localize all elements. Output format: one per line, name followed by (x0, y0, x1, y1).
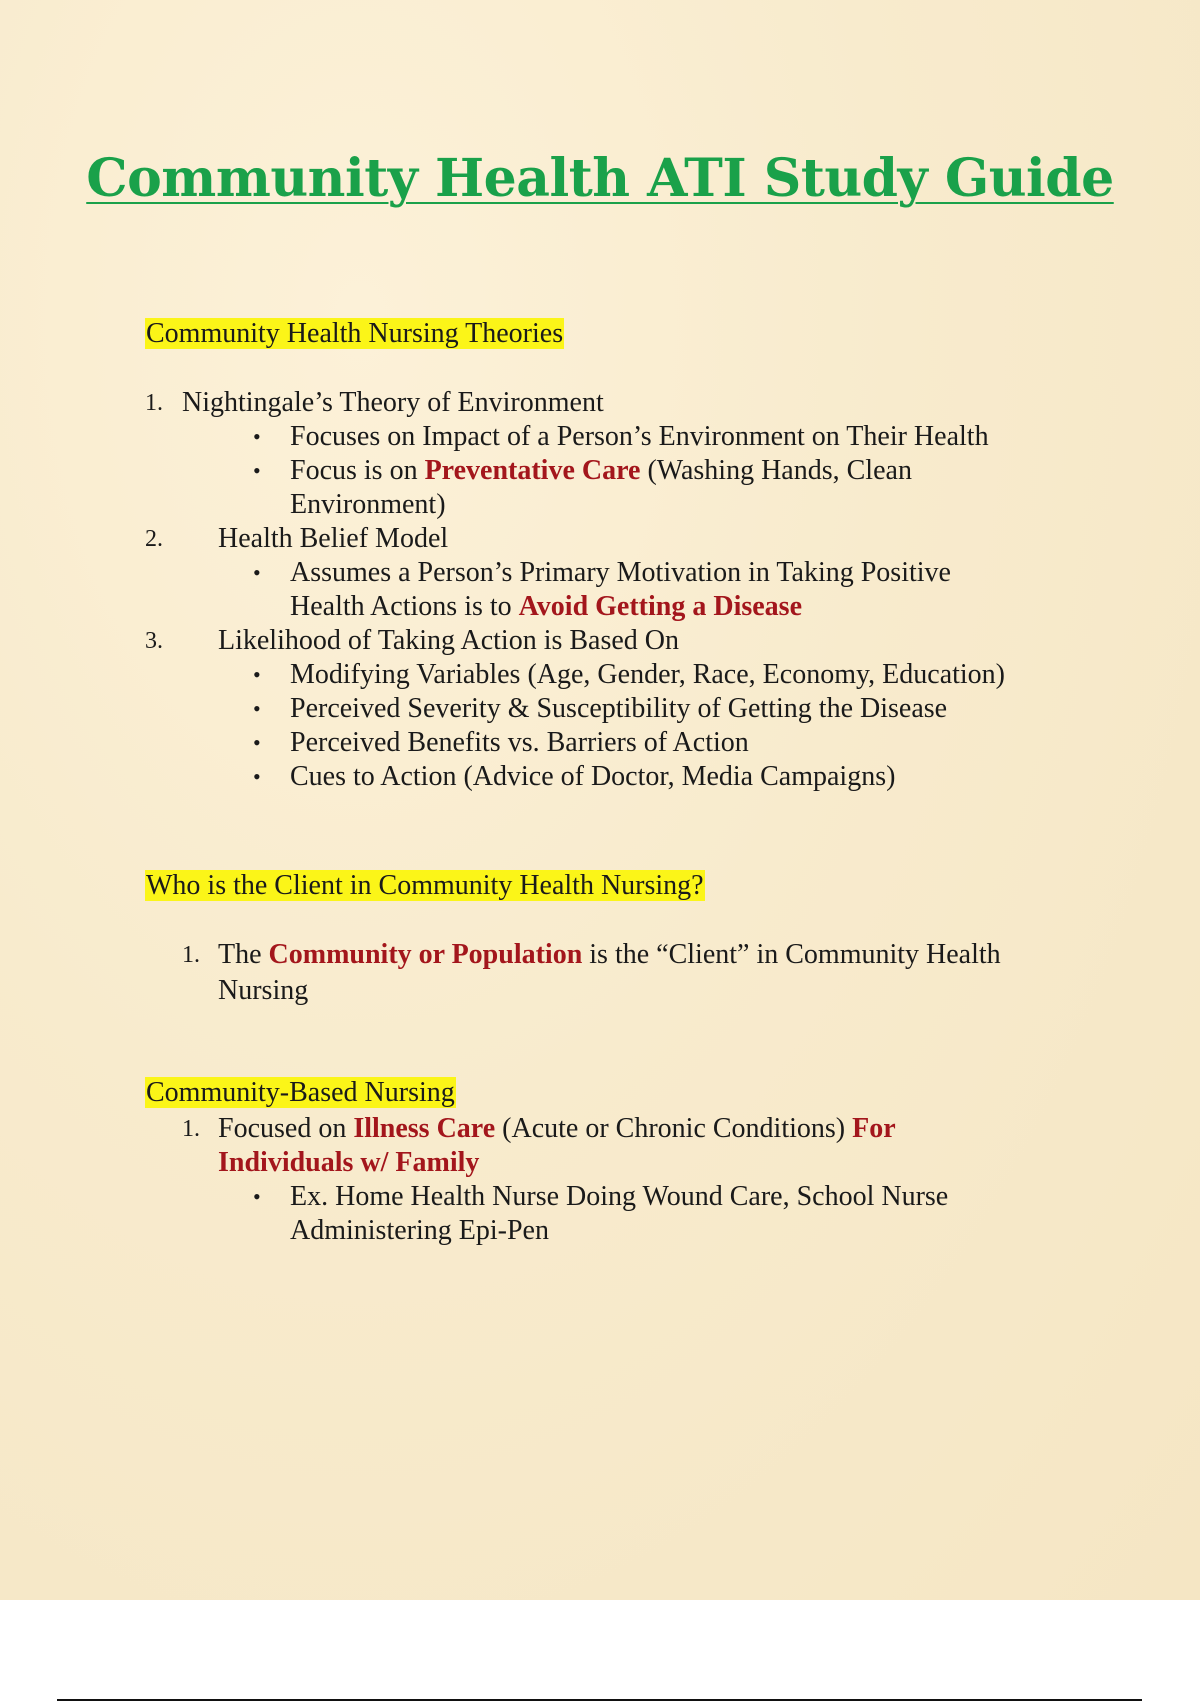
bullet-icon: • (253, 730, 261, 755)
bullet-icon: • (253, 560, 261, 585)
bullet-item: Perceived Benefits vs. Barriers of Action (290, 727, 749, 758)
list-marker: 3. (145, 628, 163, 654)
bullet-icon: • (253, 696, 261, 721)
section-heading-theories: Community Health Nursing Theories (146, 318, 564, 349)
bullet-item: Ex. Home Health Nurse Doing Wound Care, School Nurse (290, 1181, 949, 1212)
list-item: Nightingale’s Theory of Environment (182, 387, 604, 418)
emphasis-text: Avoid Getting a Disease (518, 591, 803, 622)
bullet-icon: • (253, 458, 261, 483)
bullet-icon: • (253, 662, 261, 687)
bullet-continuation: Environment) (290, 489, 446, 520)
bullet-icon: • (253, 1184, 261, 1209)
emphasis-text: Preventative Care (424, 455, 641, 486)
bullet-icon: • (253, 764, 261, 789)
list-marker: 1. (182, 1116, 200, 1142)
bullet-item: Focuses on Impact of a Person’s Environment on Their Health (290, 421, 989, 452)
bullet-item: Perceived Severity & Susceptibility of Getting the Disease (290, 693, 948, 724)
section-heading-client: Who is the Client in Community Health Nursing? (146, 870, 704, 901)
list-item: The Community or Population is the “Client” in Community Health (218, 939, 1001, 970)
list-item: Focused on Illness Care (Acute or Chronic Conditions) For (218, 1113, 896, 1144)
list-item: Likelihood of Taking Action is Based On (218, 625, 680, 656)
list-marker: 1. (145, 390, 163, 416)
emphasis-text: Community or Population (268, 939, 583, 970)
list-item-continuation: Individuals w/ Family (218, 1147, 480, 1178)
list-item-continuation: Nursing (218, 975, 309, 1006)
bullet-item: Modifying Variables (Age, Gender, Race, Economy, Education) (290, 659, 1005, 690)
list-marker: 1. (182, 942, 200, 968)
bullet-item: Focus is on Preventative Care (Washing Hands, Clean (290, 455, 912, 486)
bullet-continuation: Health Actions is to Avoid Getting a Disease (290, 591, 803, 622)
bullet-icon: • (253, 424, 261, 449)
document-title: Community Health ATI Study Guide (86, 148, 1114, 209)
emphasis-text: For (852, 1113, 896, 1144)
bullet-item: Assumes a Person’s Primary Motivation in Taking Positive (290, 557, 951, 588)
list-item: Health Belief Model (218, 523, 449, 554)
emphasis-text: Illness Care (353, 1113, 496, 1144)
section-heading-community-based: Community-Based Nursing (146, 1077, 455, 1108)
bullet-continuation: Administering Epi-Pen (290, 1215, 549, 1246)
list-marker: 2. (145, 526, 163, 552)
bullet-item: Cues to Action (Advice of Doctor, Media Campaigns) (290, 761, 896, 792)
